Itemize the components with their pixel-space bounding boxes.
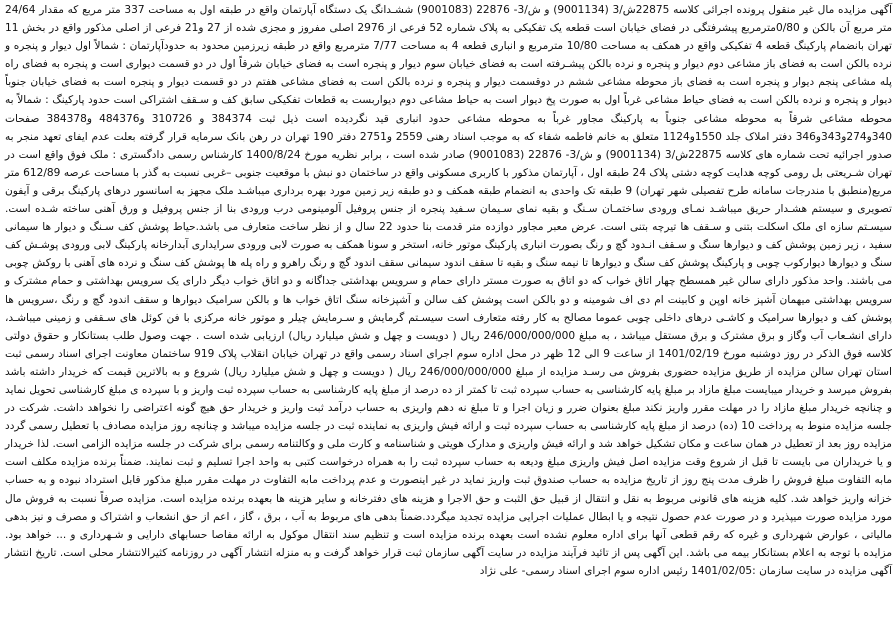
auction-notice-text: آگهی مزایده مال غیر منقول پرونده اجرائی کلاسه 22875ش/3 (9001134) و ش/3- 22876 (9001083) ششـدانگ یک دستگاه آپارتمان واقع در طبقه اول به مساحت 337 متر مربع که مقدار 24/64 متر مربع آن بالکن و 0/80مترمربع پیشرفتگی در فضای خیابان است قطعه یک تفکیکی به پلاک شماره 52 فرعی از 2976 اصلی مفروز و مجزی شده از 27 و21 فرعی از اصلی مذکور واقع در بخش 11 تهران بانضمام پارکینگ قطعه 4 تفکیکی واقع در همکف به مساحت 10/80 مترمربع و انباری قطعه 4 به مساحت 7/77 مترمربع واقع در طبقه زیرزمین محدود به حدودآپارتمان : شمالاً اول دیوار و پنجره و نرده بالکن است به فضای باز مشاعی دوم دیوار و پنجره و نرده بالکن پیشـرفته است به فضای خیابان سوم دیوار و پنجره است به فضای خیابان شرقاً اول در دو قسمت دیواری است و پنجره به فضای راه پله مشاعی پنجم دیوار و پنجره است به فضای باز محوطه مشاعی ششم در دوقسمت دیوار و پنجره و نرده بالکن است به فضای مشاعی هفتم در دو قسمت دیوار و پنجره است به فضای خیابان جنوباً دیوار و پنجره و نرده بالکن است به فضای حیاط مشاعی غرباً اول به صورت پخ دیوار است به حیاط مشاعی دوم دیواربست به قطعات تفکیکی سابق کف و سـقف اشتراکی است حدود پارکینگ : شمالاً به محوطه مشاعی شرقاً به محوطه مشاعی جنوباً به پارکینگ مجاور غرباً به محوطه مشاعی حدود انباری قید نگردیده است ذیل ثبت 384374 و 310726 و484376 و384378 صفحات 340و274و343و346 دفتر املاک جلد 1550و1124 متعلق به خانم فاطمه شفاء که به موجب اسناد رهنی 2559 و2751 دفتر 190 تهران در رهن بانک سرمایه قرار گرفته بعلت عدم ایفای تعهد منجر به صدور اجرائیه تحت شماره های کلاسه 22875ش/3 (9001134) و ش/3- 22876 (9001083) صادر شده است ، برابر نظریه مورخ 1400/8/24 کارشناس رسمی دادگستری : ملک فوق واقع است در تهران شـریعتی بل رومی کوچه هدایت کوچه دشتی پلاک 24 طبقه اول ، آپارتمان مذکور با کاربری مسکونی واقع در ساختمان دو نبش با موقعیت جنوبی –غربی نسبت به گذر با مساحت عرصه 612/89 متر مربع(منطبق با مندرجات سامانه طرح تفصیلی شهر تهران) 9 طبقه تک واحدی به انضمام طبقه همکف و دو طبقه زیر زمین مورد بهره برداری میباشـد ملک مجهز به اسانسور درهای پارکینگ برقی و آیفون تصویری و سیستم هشـدار حریق میباشـد نمـای ورودی ساختمـان سـنگ و بقیه نمای سـیمان سـفید پنجره از جنس پروفیل آلومینومی درب ورودی بنا از جنس پروفیل و ورق آهنی ساخته شـده است. سیسـتم سازه ای ملک اسکلت بتنی و سـقف ها تیرچه بتنی است. عرض معبر مجاور دوازده متر قدمت بنا حدود 22 سال و از نظر ساخت متعارف می باشد.حیاط پوشش کف سـنگ و دیوار ها سیمانی سفید ، زیر زمین پوشش کف و دیوارها سنگ و سـقف انـدود گچ و رنگ بصورت انباری پارکینگ موتور خانه، استخر و سونا همکف به صورت لابی ورودی سرایداری آبدارخانه پارکینگ لابی ورودی پوشـش کف سنگ و دیوارها دیوارکوب چوبی و پارکینگ پوشش کف سنگ و دیوارها تا نیمه سنگ و بقیه تا سقف اندود سیمانی سقف اندود گچ و رنگ راهرو و راه پله ها پوشش کف سنگ و نرده های آهنی با روکش چوبی می باشند. واحد مذکور دارای سالن غیر همسطح چهار اتاق خواب که دو اتاق به صورت مستر دارای حمام و سرویس بهداشتی جداگانه و دو اتاق خواب دیگر دارای یک سرویس بهداشتی و حمام مشترک و سرویس بهداشتی میهمان آشپز خانه اوپن و کابینت ام دی اف شومینه و دو بالکن است پوشش کف سالن و آشپزخانه سنگ اتاق خواب ها و بالکن سرامیک دیوارها و سقف اندود گچ و رنگ ،سرویس ها پوشش کف و دیوارها سرامیک و کاشـی درهای داخلی چوبی عموما مصالح به کار رفته متعارف است سیسـتم گرمایش و سـرمایش چیلر و موتور خانه مرکزی با فن کوئل های سـقفی و زمینی میباشـد، دارای انشـعاب آب وگاز و برق مشترک و برق مستقل میباشد ، به مبلغ 246/000/000/000 ریال ( دویست و چهل و شش میلیارد ریال) ارزیابی شده است . جهت وصول طلب بستانکار و حقوق دولتی کلاسه فوق الذکر در روز دوشنبه مورخ 1401/02/19 از ساعت 9 الی 12 ظهر در محل اداره سوم اجرای اسناد رسمی واقع در تهران خیابان انقلاب پلاک 919 ساختمان معاونت اجرای اسناد رسمی ثبت استان تهران سالن مزایده از طریق مزایده حضوری بفروش می رسـد مزایده از مبلغ 246/000/000/000 ریال ( دویست و چهل و شش میلیارد ریال) شروع و به بالاترین قیمت که خریدار داشته باشد بفروش میرسد و خریدار میبایست مبلغ مازاد بر مبلغ پایه کارشناسی به حساب سپرده ثبت تا کمتر از ده درصد از مبلغ پایه کارشناسی به حساب سپرده ثبت واریز و با سپرده ی مبلغ کارشناسی تحویل نماید و چنانچه خریدار مبلغ مازاد را در مهلت مقرر واریز نکند مبلغ بعنوان ضرر و زیان اجرا و تا مبلغ نه دهم واریزی به حساب درآمد ثبت واریز و خریدار حق هیچ گونه اعتراضی را نخواهد داشت. شرکت در جلسه مزایده منوط به پرداخت 10 (ده) درصد از مبلغ پایه کارشناسی به حساب سپرده ثبت و ارائه فیش واریزی به نماینده ثبت در جلسه مزایده میباشد و چنانچه روز مزایده مصادف با تعطیل رسمی گردد مزایده روز بعد از تعطیل در همان ساعت و مکان تشکیل خواهد شد و ارائه فیش واریزی و مدارک هویتی و شناسنامه و کارت ملی و وکالتنامه رسمی برای شرکت در جلسه مزایده الزامی است. لذا خریدار و یا خریداران می بایست تا قبل از شروع وقت مزایده اصل فیش واریزی مبلغ ودیعه به حساب سپرده ثبت را به همراه درخواست کتبی به واحد اجرا تسلیم و ثبت نمایند. ضمناً برنده مزایده مکلف است مابه التفاوت مبلغ فروش را ظرف مدت پنج روز از تاریخ مزایده به حساب صندوق ثبت واریز نماید در غیر اینصورت و عدم پرداخت مابه التفاوت در مهلت مقرر مبلغ مذکور قابل استرداد نبوده و به حساب خزانه واریز خواهد شد. کلیه هزینه های قانونی مربوط به نقل و انتقال از قبیل حق الثبت و حق الاجرا و هزینه های دفترخانه و سایر هزینه ها بعهده برنده مزایده است. مزایده صرفاً نسبت به فروش مال مورد مزایده صورت میپذیرد و در صورت عدم حصول نتیجه و یا ابطال عملیات اجرایی مزایده تجدید میگردد.ضمناً بدهی های مربوط به آب ، برق ، گاز ، اعم از حق انشعاب و اشتراک و مصرف و نیز بدهی مالیاتی ، عوارض شهرداری و غیره که رقم قطعی آنها برای اداره معلوم نشده است بعهده برنده مزایده است و تنظیم سند انتقال موکول به ارائه مفاصا حسابهای دارایی و شـهرداری و ... خواهد بود. مزایده با توجه به اعلام بستانکار بیمه می باشد. این آگهی پس از تائید فرآیند مزایده در سایت آگهی سازمان ثبت قرار خواهد گرفت و به منزله انتشار آگهی در روزنامه کثیرالانتشار محلی است. تاریخ انتشار آگهی مزایده در سایت سازمان :1401/02/05 رئیس اداره سوم اجرای اسناد رسمی- علی نژاد bbox=[5, 4, 893, 577]
